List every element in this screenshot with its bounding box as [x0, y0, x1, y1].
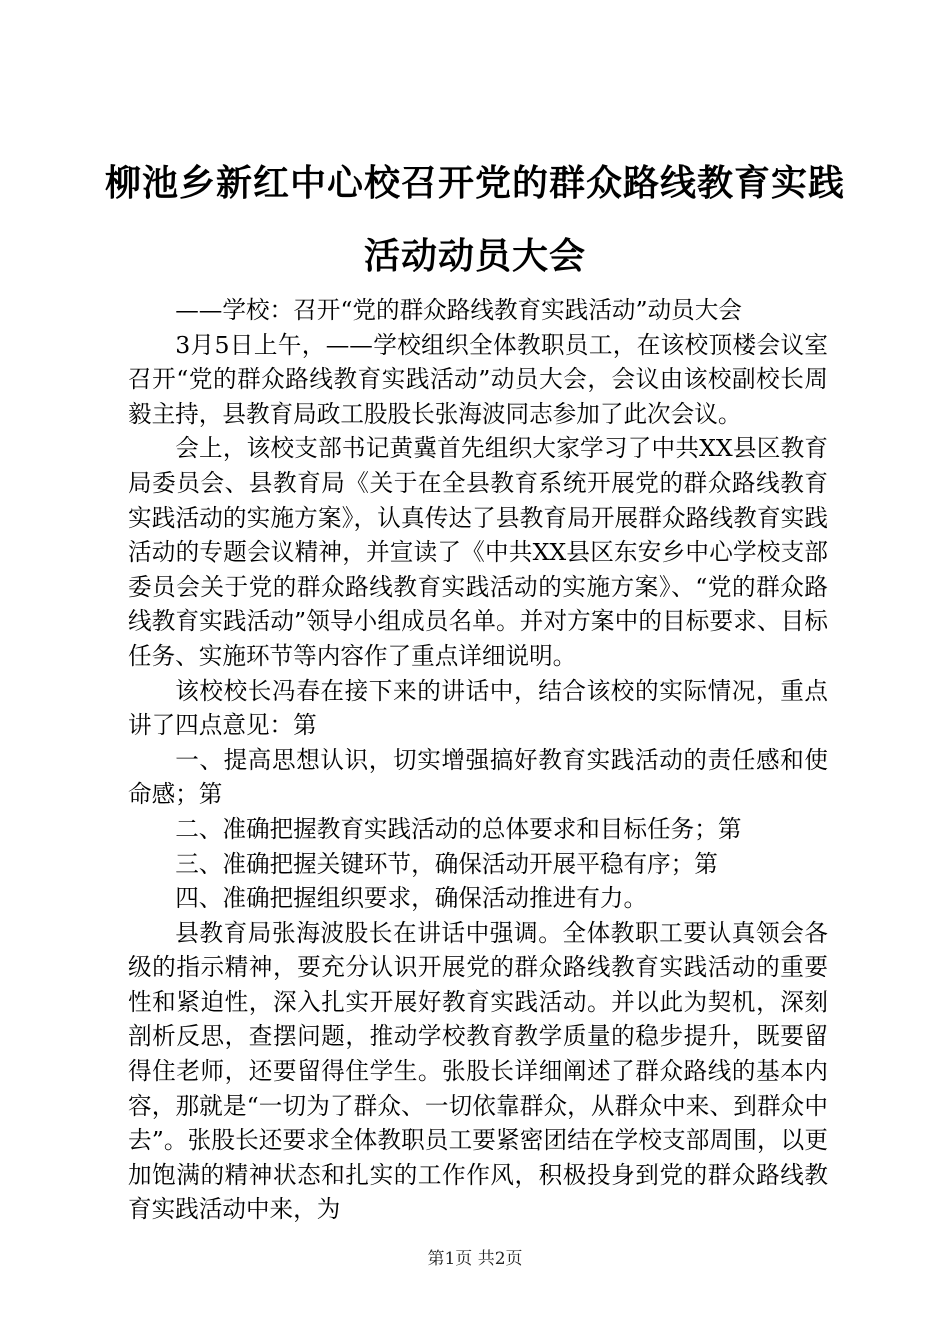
paragraph: 3月5日上午，——学校组织全体教职员工，在该校顶楼会议室召开“党的群众路线教育实践活动”动员大会，会议由该校副校长周毅主持，县教育局政工股股长张海波同志参加了此次会议。 — [128, 330, 828, 428]
paragraph: 该校校长冯春在接下来的讲话中，结合该校的实际情况，重点讲了四点意见：第 — [128, 676, 828, 740]
paragraph: 二、准确把握教育实践活动的总体要求和目标任务；第 — [175, 814, 742, 843]
paragraph: 一、提高思想认识，切实增强搞好教育实践活动的责任感和使命感；第 — [128, 745, 828, 809]
document-subtitle: ——学校：召开“党的群众路线教育实践活动”动员大会 — [175, 296, 742, 324]
paragraph: 四、准确把握组织要求，确保活动推进有力。 — [175, 884, 648, 913]
paragraph: 会上，该校支部书记黄冀首先组织大家学习了中共XX县区教育局委员会、县教育局《关于在全县教育系统开展党的群众路线教育实践活动的实施方案》，认真传达了县教育局开展群众路线教育实践活动的专题会议精神，并宣读了《中共XX县区东安乡中心学校支部委员会关于党的群众路线教育实践活动的实施方案》、“党的群众路线教育实践活动”领导小组成员名单。并对方案中的目标要求、目标任务、实施环节等内容作了重点详细说明。 — [128, 434, 828, 670]
document-title-line-2: 活动动员大会 — [363, 236, 586, 277]
paragraph: 县教育局张海波股长在讲话中强调。全体教职工要认真领会各级的指示精神，要充分认识开展党的群众路线教育实践活动的重要性和紧迫性，深入扎实开展好教育实践活动。并以此为契机，深刻剖析反思，查摆问题，推动学校教育教学质量的稳步提升，既要留得住老师，还要留得住学生。张股长详细阐述了群众路线的基本内容，那就是“一切为了群众、一切依靠群众，从群众中来、到群众中去”。张股长还要求全体教职员工要紧密团结在学校支部周围，以更加饱满的精神状态和扎实的工作作风，积极投身到党的群众路线教育实践活动中来，为 — [128, 918, 828, 1224]
paragraph: 三、准确把握关键环节，确保活动开展平稳有序；第 — [175, 849, 718, 878]
page-footer: 第1页 共2页 — [427, 1249, 523, 1269]
document-title-line-1: 柳池乡新红中心校召开党的群众路线教育实践 — [104, 163, 845, 204]
document-body — [128, 293, 828, 1227]
